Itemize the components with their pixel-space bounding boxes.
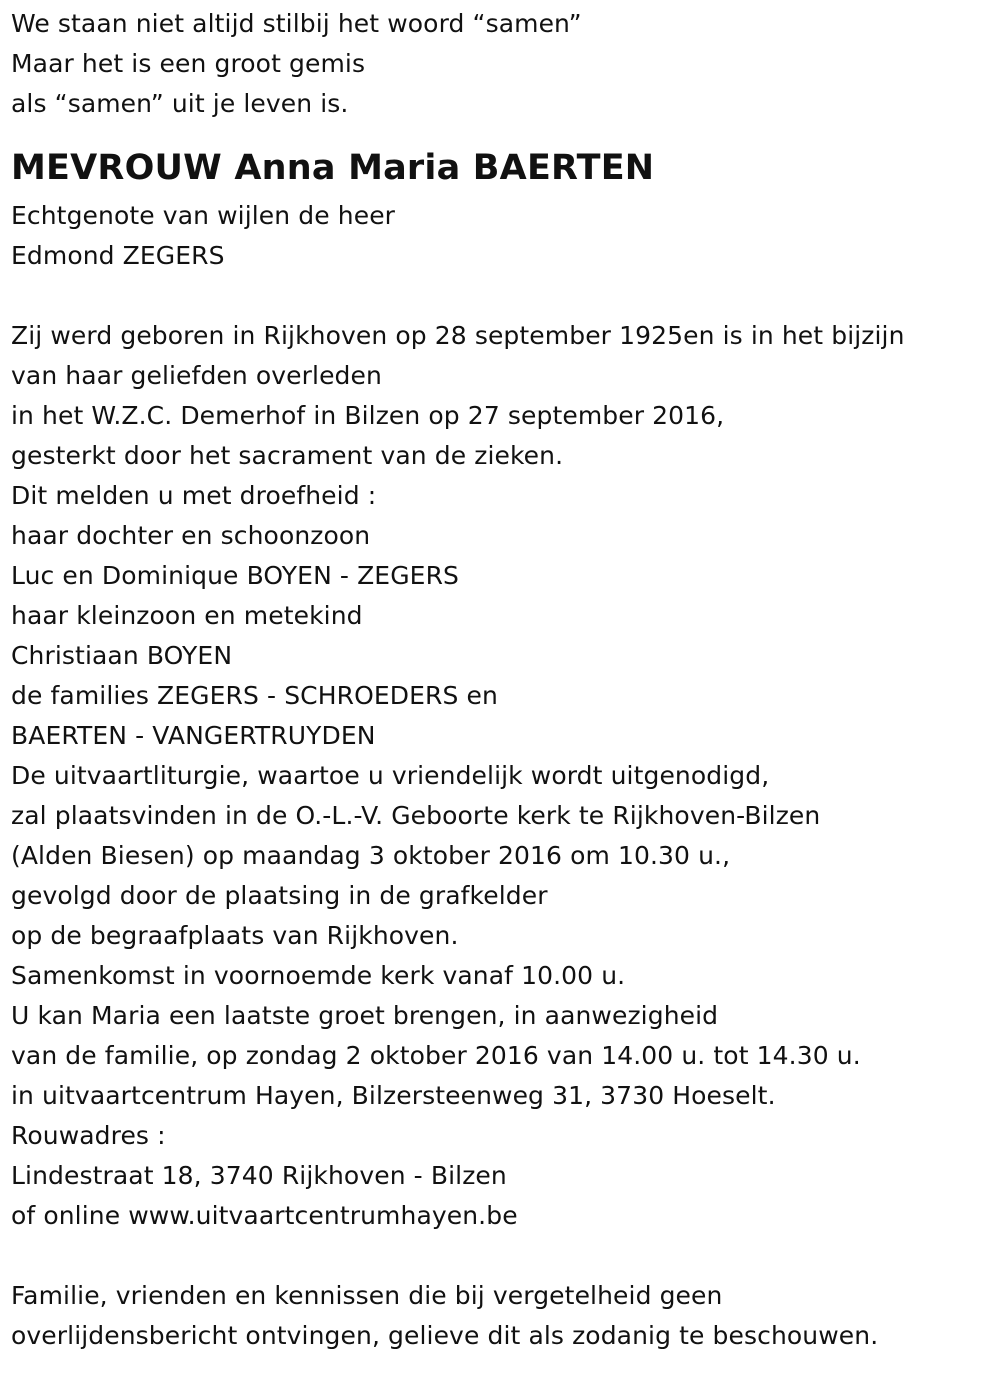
announcement-line: (Alden Biesen) op maandag 3 oktober 2016 om 10.30 u., [11, 841, 731, 870]
announcement-line: U kan Maria een laatste groet brengen, in aanwezigheid [11, 1001, 719, 1030]
poem-line: We staan niet altijd stilbij het woord “samen” [11, 9, 582, 38]
announcement-line: De uitvaartliturgie, waartoe u vriendelijk wordt uitgenodigd, [11, 761, 770, 790]
poem-line: als “samen” uit je leven is. [11, 89, 349, 118]
announcement-line: Rouwadres : [11, 1121, 166, 1150]
announcement-line: haar kleinzoon en metekind [11, 601, 363, 630]
announcement-line: in het W.Z.C. Demerhof in Bilzen op 27 september 2016, [11, 401, 725, 430]
spacer [11, 1236, 996, 1276]
announcement-line: zal plaatsvinden in de O.-L.-V. Geboorte kerk te Rijkhoven-Bilzen [11, 801, 821, 830]
closing-line: overlijdensbericht ontvingen, gelieve dit als zodanig te beschouwen. [11, 1321, 879, 1350]
announcement-line: Lindestraat 18, 3740 Rijkhoven - Bilzen [11, 1161, 507, 1190]
announcement-line: gesterkt door het sacrament van de zieken. [11, 441, 564, 470]
closing-block [11, 1276, 996, 1356]
announcement-line: of online www.uitvaartcentrumhayen.be [11, 1201, 518, 1230]
announcement-line: Dit melden u met droefheid : [11, 481, 377, 510]
spouse-block [11, 196, 996, 276]
announcement-line: Christiaan BOYEN [11, 641, 233, 670]
announcement-line: gevolgd door de plaatsing in de grafkelder [11, 881, 548, 910]
poem-line: Maar het is een groot gemis [11, 49, 366, 78]
announcement-line: van haar geliefden overleden [11, 361, 382, 390]
announcement-line: Samenkomst in voornoemde kerk vanaf 10.00 u. [11, 961, 626, 990]
announcement-line: in uitvaartcentrum Hayen, Bilzersteenweg 31, 3730 Hoeselt. [11, 1081, 776, 1110]
announcement-line: Zij werd geboren in Rijkhoven op 28 september 1925en is in het bijzijn [11, 321, 905, 350]
deceased-name-title: MEVROUW Anna Maria BAERTEN [11, 148, 655, 188]
announcement-line: Luc en Dominique BOYEN - ZEGERS [11, 561, 460, 590]
closing-line: Familie, vrienden en kennissen die bij vergetelheid geen [11, 1281, 723, 1310]
spacer [11, 276, 996, 316]
announcement-line: op de begraafplaats van Rijkhoven. [11, 921, 459, 950]
announcement-block [11, 316, 996, 1236]
announcement-line: van de familie, op zondag 2 oktober 2016 van 14.00 u. tot 14.30 u. [11, 1041, 861, 1070]
obituary-document [11, 4, 996, 1356]
spouse-line: Echtgenote van wijlen de heer [11, 201, 396, 230]
announcement-line: de families ZEGERS - SCHROEDERS en [11, 681, 498, 710]
announcement-line: haar dochter en schoonzoon [11, 521, 371, 550]
spouse-line: Edmond ZEGERS [11, 241, 225, 270]
poem-block [11, 4, 996, 124]
announcement-line: BAERTEN - VANGERTRUYDEN [11, 721, 376, 750]
